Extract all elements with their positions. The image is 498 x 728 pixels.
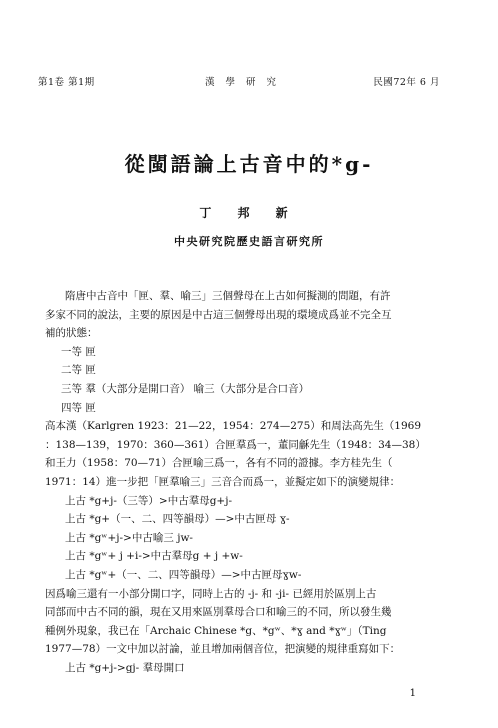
paragraph-line: 多家不同的說法，主要的原因是中古這三個聲母出現的環境成爲並不完全互 (45, 308, 392, 321)
rule-line: 上古 *gʷ+（一、二、四等韻母）—>中古匣母ɣw- (65, 568, 302, 581)
rule-line: 上古 *g+j->gj- 羣母開口 (65, 661, 185, 674)
paragraph-line: 種例外現象，我已在「Archaic Chinese *g、*gʷ、*ɣ and *ɣʷ」（Ting (45, 624, 387, 637)
grade-item: 一等 匣 (61, 345, 96, 358)
paragraph-line: 補的狀態： (45, 327, 98, 340)
rule-line: 上古 *g+j-（三等）>中古羣母g+j- (65, 494, 233, 507)
author-name: 丁 邦 新 (199, 206, 299, 220)
paragraph-line: 因爲喻三還有一小部分開口字，同時上古的 -j- 和 -ji- 已經用於區別上古 (45, 587, 377, 600)
page-number: 1 (409, 688, 416, 699)
grade-item: 二等 匣 (61, 364, 96, 377)
paragraph-line: ：138—139，1970：360—361）合匣羣爲一，董同龢先生（1948：34—38） (45, 438, 426, 451)
grade-item: 三等 羣（大部分是開口音） 喻三（大部分是合口音） (61, 382, 310, 395)
paragraph-line: 和王力（1958：70—71）合匣喻三爲一，各有不同的證據。李方桂先生（ (45, 457, 393, 470)
rule-line: 上古 *gʷ+ j +i->中古羣母g + j +w- (65, 550, 243, 563)
rule-line: 上古 *gʷ+j->中古喻三 jw- (65, 531, 193, 544)
paragraph-line: 1977—78）一文中加以討論，並且增加兩個音位，把演變的規律重寫如下： (45, 643, 401, 656)
paragraph-line: 同部而中古不同的韻，現在又用來區別羣母合口和喻三的不同，所以發生幾 (45, 606, 392, 619)
paragraph-line: 高本漢（Karlgren 1923：21—22，1954：274—275）和周法高先生（1969 (45, 420, 422, 433)
article-title: 從閩語論上古音中的*g- (124, 152, 374, 176)
header-volume-issue: 第1卷 第1期 (38, 77, 95, 88)
grade-item: 四等 匣 (61, 401, 96, 414)
paragraph-line: 隋唐中古音中「匣、羣、喻三」三個聲母在上古如何擬測的問題，有許 (65, 290, 391, 302)
header-date: 民國72年 6 月 (373, 77, 440, 88)
author-affiliation: 中央研究院歷史語言研究所 (174, 235, 324, 248)
header-journal-title: 漢 學 研 究 (205, 77, 281, 88)
rule-line: 上古 *g+（一、二、四等韻母）—>中古匣母 ɣ- (65, 513, 290, 526)
article-body (45, 287, 465, 677)
paragraph-line: 1971：14）進一步把「匣羣喻三」三音合而爲一，並擬定如下的演變規律： (45, 475, 401, 488)
